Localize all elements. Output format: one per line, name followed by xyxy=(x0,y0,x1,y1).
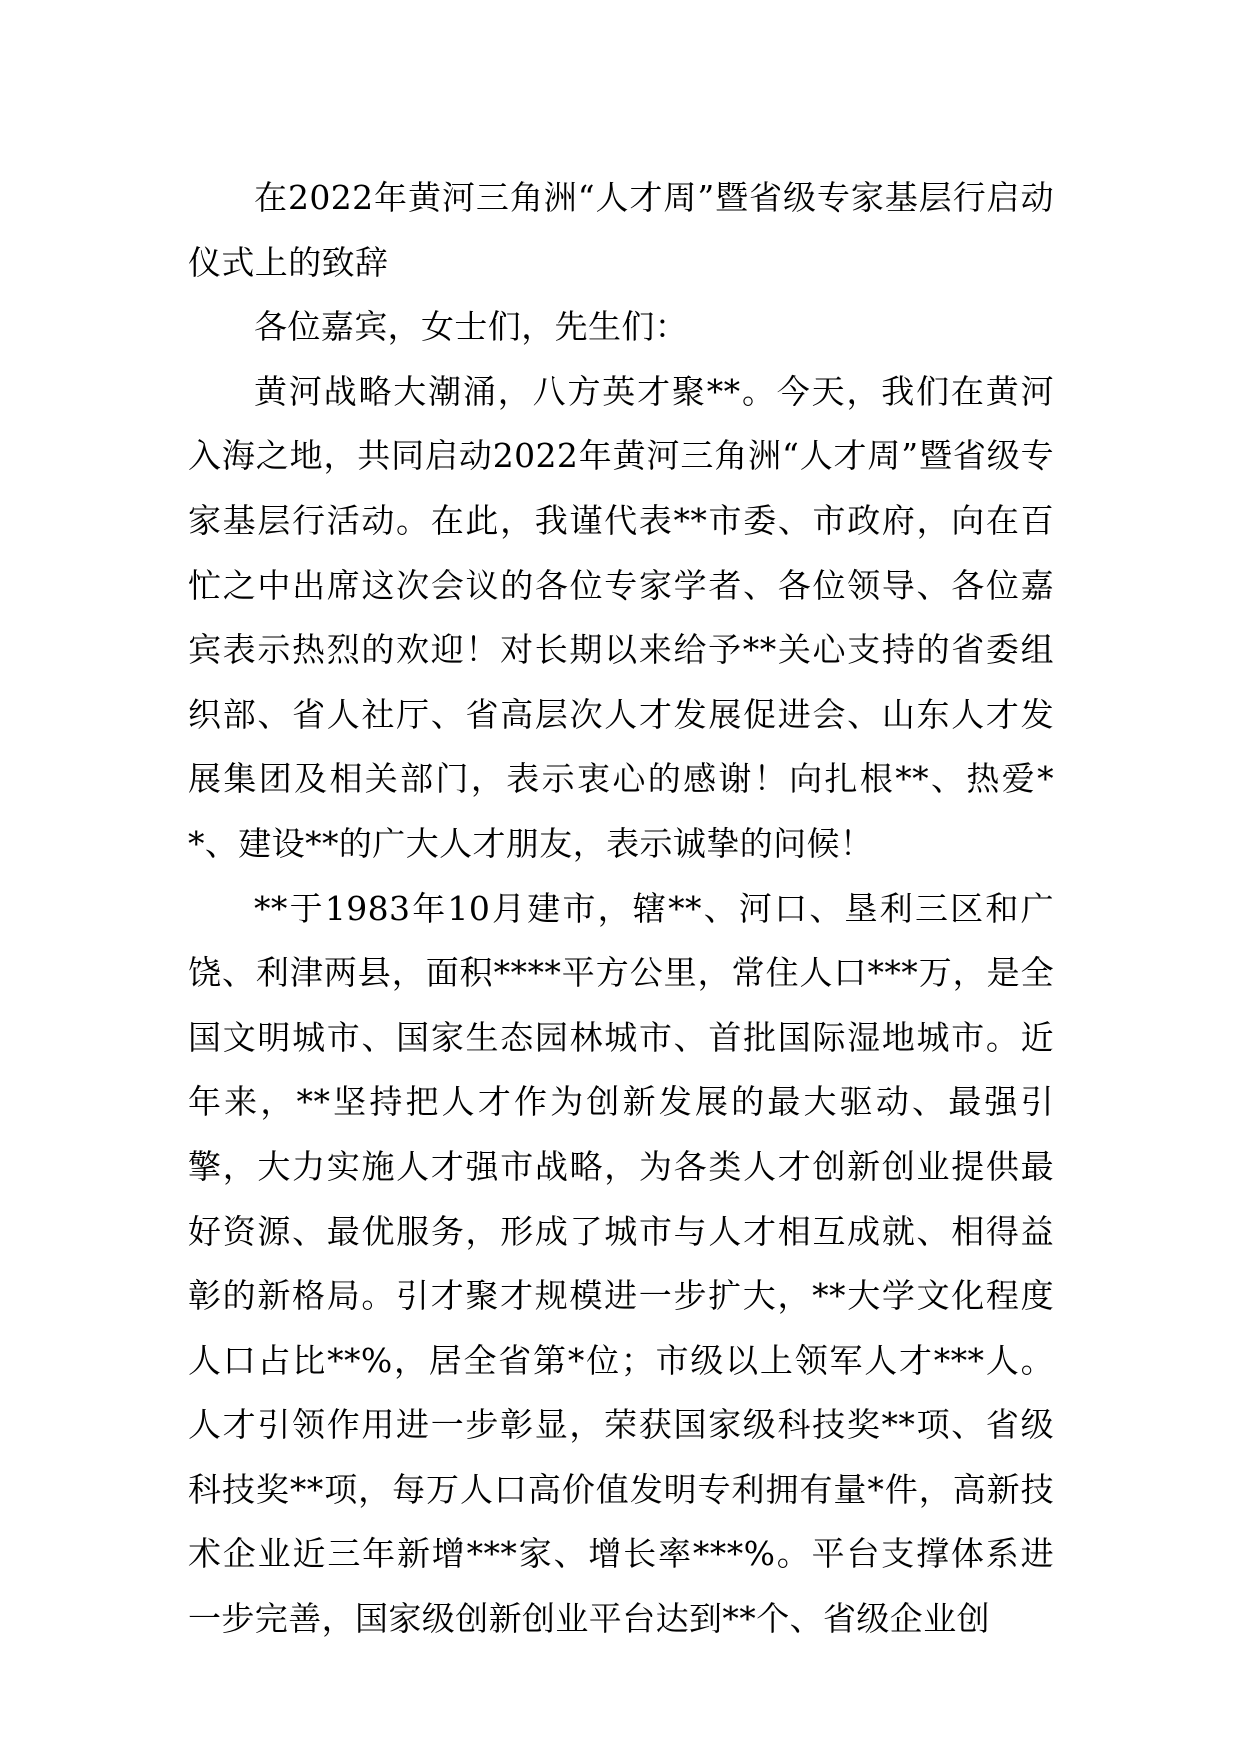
city-overview-paragraph: **于1983年10月建市，辖**、河口、垦利三区和广饶、利津两县，面积****平方公里，常住人口***万，是全国文明城市、国家生态园林城市、首批国际湿地城市。近年来，**坚持把人才作为创新发展的最大驱动、最强引擎，大力实施人才强市战略，为各类人才创新创业提供最好资源、最优服务，形成了城市与人才相互成就、相得益彰的新格局。引才聚才规模进一步扩大，**大学文化程度人口占比**%，居全省第*位；市级以上领军人才***人。人才引领作用进一步彰显，荣获国家级科技奖**项、省级科技奖**项，每万人口高价值发明专利拥有量*件，高新技术企业近三年新增***家、增长率***%。平台支撑体系进一步完善，国家级创新创业平台达到**个、省级企业创 xyxy=(188,888,1054,1639)
speech-title: 在2022年黄河三角洲“人才周”暨省级专家基层行启动仪式上的致辞 xyxy=(188,178,1054,282)
welcome-paragraph: 黄河战略大潮涌，八方英才聚**。今天，我们在黄河入海之地，共同启动2022年黄河三角洲“人才周”暨省级专家基层行活动。在此，我谨代表**市委、市政府，向在百忙之中出席这次会议的各位专家学者、各位领导、各位嘉宾表示热烈的欢迎！对长期以来给予**关心支持的省委组织部、省人社厅、省高层次人才发展促进会、山东人才发展集团及相关部门，表示衷心的感谢！向扎根**、热爱**、建设**的广大人才朋友，表示诚挚的问候！ xyxy=(188,371,1054,863)
salutation-paragraph: 各位嘉宾，女士们，先生们： xyxy=(254,307,689,347)
speech-text xyxy=(188,166,1054,1652)
